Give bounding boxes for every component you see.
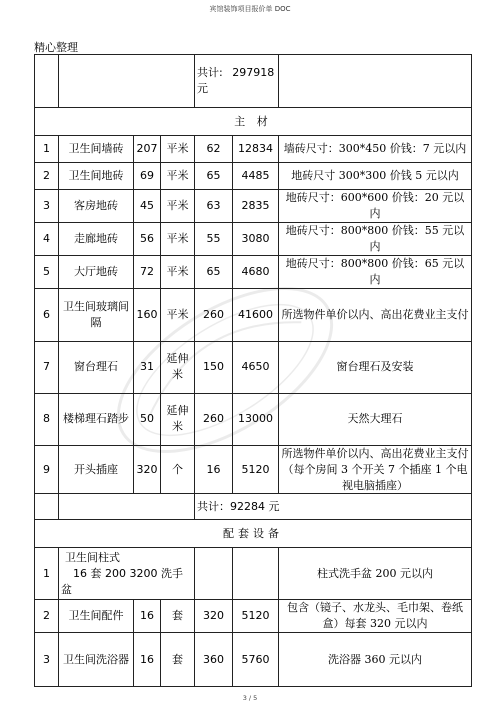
row-price: 260: [195, 288, 233, 341]
table-row: [35, 288, 472, 341]
row-remark: 所选物件单价以内、高出花费业主支付: [279, 288, 472, 341]
table-row: [35, 548, 472, 600]
row-no: 4: [35, 222, 59, 255]
row-item: 卫生间玻璃间隔: [59, 288, 134, 341]
row-item: 楼梯理石踏步: [59, 393, 134, 445]
row-remark: 洗浴器 360 元以内: [279, 633, 472, 687]
row-remark: 窗台理石及安装: [279, 341, 472, 393]
row-qty: 160: [134, 288, 161, 341]
row-amount: 12834: [233, 136, 279, 163]
table-row: [35, 136, 472, 163]
row-unit: 延伸米: [161, 341, 195, 393]
row-qty: 16: [134, 633, 161, 687]
row-qty: 16: [134, 600, 161, 633]
row-qty: 72: [134, 255, 161, 288]
section-supporting-row: [35, 520, 472, 548]
row-price: 62: [195, 136, 233, 163]
row-item: 走廊地砖: [59, 222, 134, 255]
row-no: 9: [35, 445, 59, 494]
row-qty: 31: [134, 341, 161, 393]
top-total-cell: [195, 55, 279, 108]
row-item: 窗台理石: [59, 341, 134, 393]
row-remark: 所选物件单价以内、高出花费业主支付（每个房间 3 个开关 7 个插座 1 个电视电脑插座）: [279, 445, 472, 494]
row-price: 55: [195, 222, 233, 255]
subtitle: 精心整理: [34, 41, 78, 54]
row-item: 卫生间墙砖: [59, 136, 134, 163]
row-item: 卫生间洗浴器: [59, 633, 134, 687]
row-no: 3: [35, 633, 59, 687]
row-unit: 平米: [161, 136, 195, 163]
row-unit: 平米: [161, 190, 195, 223]
row-amount: 5120: [233, 445, 279, 494]
section-supporting-title: 配套设备: [35, 520, 472, 548]
section-main-title: 主 材: [35, 108, 472, 136]
top-total-unit: 元: [197, 82, 209, 95]
row-item: 卫生间地砖: [59, 163, 134, 190]
row-remark: 地砖尺寸：800*800 价钱：65 元以内: [279, 255, 472, 288]
row-qty: 56: [134, 222, 161, 255]
row-unit: 套: [161, 633, 195, 687]
row-item: 大厅地砖: [59, 255, 134, 288]
row-remark: 包含（镜子、水龙头、毛巾架、卷纸盒）每套 320 元以内: [279, 600, 472, 633]
row-amount: 13000: [233, 393, 279, 445]
row-no: 8: [35, 393, 59, 445]
quotation-table: [34, 54, 472, 687]
row-no: 2: [35, 600, 59, 633]
row-no: 6: [35, 288, 59, 341]
row-item: [59, 548, 195, 600]
table-row: [35, 633, 472, 687]
row-no: 7: [35, 341, 59, 393]
section-main-row: [35, 108, 472, 136]
row-amount: 3080: [233, 222, 279, 255]
main-total-cell: 共计：92284 元: [195, 494, 472, 520]
row-amount: 5760: [233, 633, 279, 687]
row-qty: 45: [134, 190, 161, 223]
row-no: 5: [35, 255, 59, 288]
row-amount: 2835: [233, 190, 279, 223]
row-item: 开头插座: [59, 445, 134, 494]
row-amount: 4650: [233, 341, 279, 393]
row-remark: 地砖尺寸：800*800 价钱：55 元以内: [279, 222, 472, 255]
row-price: 65: [195, 163, 233, 190]
row-no: 1: [35, 136, 59, 163]
row-item-extra: 16 套 200 3200 洗手盆: [61, 566, 183, 596]
row-price: 63: [195, 190, 233, 223]
row-qty: 69: [134, 163, 161, 190]
row-price: 150: [195, 341, 233, 393]
row-unit: 平米: [161, 222, 195, 255]
table-row: [35, 393, 472, 445]
page-number: 3 / 5: [242, 694, 258, 702]
row-amount: 41600: [233, 288, 279, 341]
row-remark: 天然大理石: [279, 393, 472, 445]
table-row: [35, 255, 472, 288]
row-no: 1: [35, 548, 59, 600]
row-unit: 套: [161, 600, 195, 633]
table-row: [35, 190, 472, 223]
row-no: 2: [35, 163, 59, 190]
main-total-row: [35, 494, 472, 520]
row-item: 卫生间配件: [59, 600, 134, 633]
top-total-label: 共计:: [197, 66, 223, 80]
row-qty: 320: [134, 445, 161, 494]
row-item: 客房地砖: [59, 190, 134, 223]
table-row: [35, 600, 472, 633]
row-no: 3: [35, 190, 59, 223]
row-qty: 50: [134, 393, 161, 445]
row-unit: 平米: [161, 255, 195, 288]
table-row: [35, 163, 472, 190]
table-row: [35, 341, 472, 393]
row-price: 16: [195, 445, 233, 494]
row-unit: 平米: [161, 288, 195, 341]
row-item-name: 卫生间柱式: [65, 551, 120, 565]
row-price: 360: [195, 633, 233, 687]
row-unit: 个: [161, 445, 195, 494]
top-total-value: 297918: [232, 66, 275, 80]
row-amount: 5120: [233, 600, 279, 633]
row-unit: 平米: [161, 163, 195, 190]
row-remark: 柱式洗手盆 200 元以内: [279, 548, 472, 600]
top-total-row: [35, 55, 472, 108]
row-amount: 4485: [233, 163, 279, 190]
row-remark: 墙砖尺寸：300*450 价钱：7 元以内: [279, 136, 472, 163]
table-row: [35, 222, 472, 255]
row-price: 320: [195, 600, 233, 633]
row-remark: 地砖尺寸：600*600 价钱：20 元以内: [279, 190, 472, 223]
document-header: 宾馆装饰项目报价单 DOC: [209, 5, 291, 13]
row-unit: 延伸米: [161, 393, 195, 445]
row-price: 65: [195, 255, 233, 288]
row-price: 260: [195, 393, 233, 445]
row-qty: 207: [134, 136, 161, 163]
table-row: [35, 445, 472, 494]
row-remark: 地砖尺寸 300*300 价钱 5 元以内: [279, 163, 472, 190]
row-amount: 4680: [233, 255, 279, 288]
